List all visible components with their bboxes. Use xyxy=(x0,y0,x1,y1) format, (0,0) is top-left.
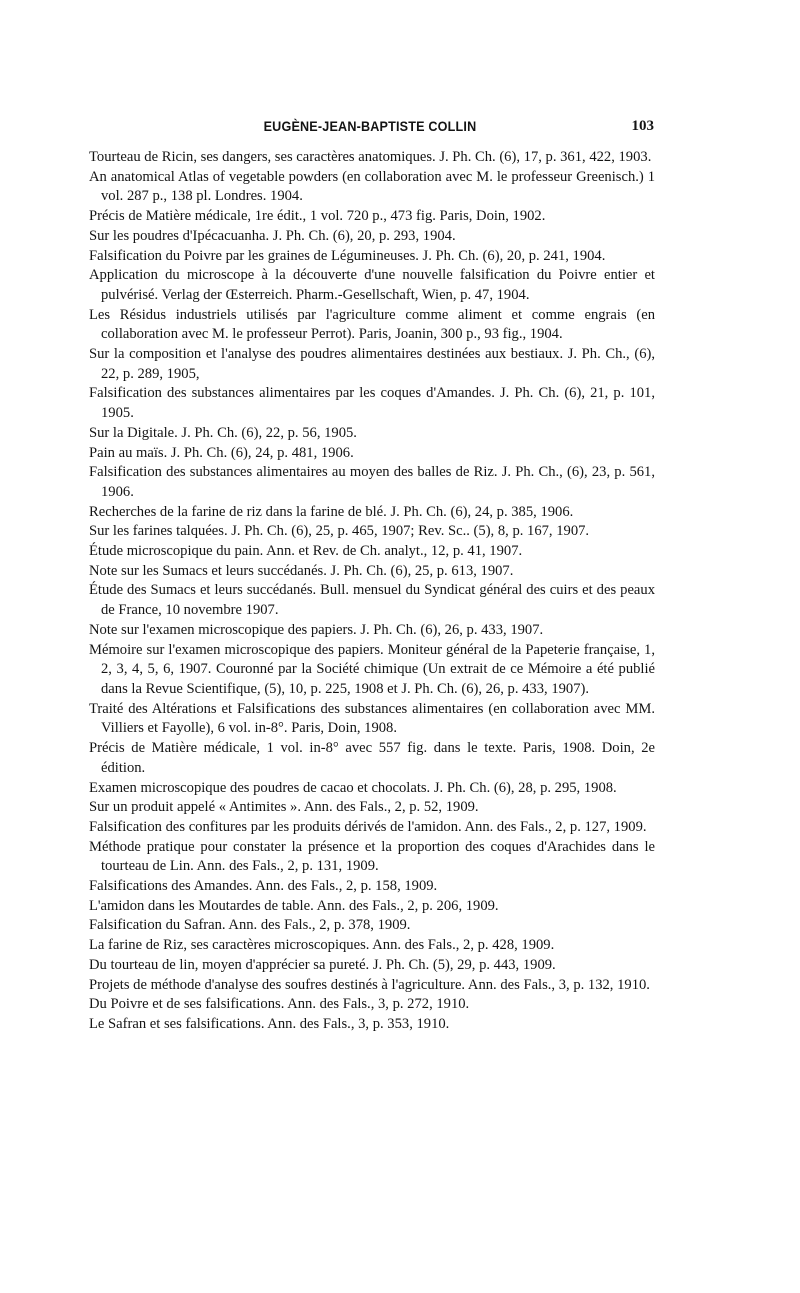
bibliography-entry: Note sur l'examen microscopique des papiers. J. Ph. Ch. (6), 26, p. 433, 1907. xyxy=(89,621,544,638)
bibliography-entry: Sur la Digitale. J. Ph. Ch. (6), 22, p. 56, 1905. xyxy=(89,424,357,441)
bibliography-entry: Pain au maïs. J. Ph. Ch. (6), 24, p. 481, 1906. xyxy=(89,444,354,461)
bibliography-entry: Méthode pratique pour constater la présence et la proportion des coques d'Arachides dans le tourteau de Lin. Ann. des Fals., 2, p. 131, 1909. xyxy=(89,838,655,875)
bibliography-entry: Examen microscopique des poudres de cacao et chocolats. J. Ph. Ch. (6), 28, p. 295, 1908. xyxy=(89,779,617,796)
bibliography-entry: An anatomical Atlas of vegetable powders (en collaboration avec M. le professeur Greenisch.) 1 vol. 287 p., 138 pl. Londres. 1904. xyxy=(89,168,655,205)
bibliography-entry: Du tourteau de lin, moyen d'apprécier sa pureté. J. Ph. Ch. (5), 29, p. 443, 1909. xyxy=(89,956,556,973)
bibliography-entry: Falsifications des Amandes. Ann. des Fals., 2, p. 158, 1909. xyxy=(89,878,438,895)
bibliography-entry: Sur un produit appelé « Antimites ». Ann. des Fals., 2, p. 52, 1909. xyxy=(89,799,479,816)
bibliography-entry: Recherches de la farine de riz dans la farine de blé. J. Ph. Ch. (6), 24, p. 385, 1906. xyxy=(89,503,574,520)
bibliography-entry: Falsification du Poivre par les graines de Légumineuses. J. Ph. Ch. (6), 20, p. 241, 1904. xyxy=(89,247,606,264)
bibliography-entry: Étude microscopique du pain. Ann. et Rev. de Ch. analyt., 12, p. 41, 1907. xyxy=(89,543,523,560)
bibliography-entry: L'amidon dans les Moutardes de table. Ann. des Fals., 2, p. 206, 1909. xyxy=(89,897,499,914)
bibliography-entry: Falsification des substances alimentaires au moyen des balles de Riz. J. Ph. Ch., (6), 23, p. 561, 1906. xyxy=(89,464,655,500)
bibliography-list xyxy=(89,148,655,1035)
bibliography-entry: Traité des Altérations et Falsifications des substances alimentaires (en collaboration avec MM. Villiers et Fayolle), 6 vol. in-8°. Paris, Doin, 1908. xyxy=(89,700,655,737)
bibliography-entry: Précis de Matière médicale, 1 vol. in-8° avec 557 fig. dans le texte. Paris, 1908. Doin, 2e édition. xyxy=(89,740,655,776)
bibliography-entry: Falsification du Safran. Ann. des Fals., 2, p. 378, 1909. xyxy=(89,917,411,934)
bibliography-entry: Projets de méthode d'analyse des soufres destinés à l'agriculture. Ann. des Fals., 3, p. 132, 1910. xyxy=(89,976,650,993)
bibliography-entry: La farine de Riz, ses caractères microscopiques. Ann. des Fals., 2, p. 428, 1909. xyxy=(89,937,555,954)
bibliography-entry: Falsification des confitures par les produits dérivés de l'amidon. Ann. des Fals., 2, p. 127, 1909. xyxy=(89,818,647,835)
bibliography-entry: Note sur les Sumacs et leurs succédanés. J. Ph. Ch. (6), 25, p. 613, 1907. xyxy=(89,562,514,579)
running-title: EUGÈNE-JEAN-BAPTISTE COLLIN xyxy=(263,118,477,134)
bibliography-entry: Application du microscope à la découverte d'une nouvelle falsification du Poivre entier et pulvérisé. Verlag der Œsterreich. Pharm.-Gesellschaft, Wien, p. 47, 1904. xyxy=(89,267,655,303)
page-number: 103 xyxy=(631,118,654,134)
bibliography-entry: Sur la composition et l'analyse des poudres alimentaires destinées aux bestiaux. J. Ph. Ch., (6), 22, p. 289, 1905, xyxy=(89,346,655,382)
page-header xyxy=(86,118,654,140)
bibliography-entry: Sur les poudres d'Ipécacuanha. J. Ph. Ch. (6), 20, p. 293, 1904. xyxy=(89,227,456,244)
bibliography-entry: Falsification des substances alimentaires par les coques d'Amandes. J. Ph. Ch. (6), 21, p. 101, 1905. xyxy=(89,385,655,422)
bibliography-entry: Les Résidus industriels utilisés par l'agriculture comme aliment et comme engrais (en collaboration avec M. le professeur Perrot). Paris, Joanin, 300 p., 93 fig., 1904. xyxy=(89,306,655,343)
bibliography-entry: Précis de Matière médicale, 1re édit., 1 vol. 720 p., 473 fig. Paris, Doin, 1902. xyxy=(89,208,546,225)
bibliography-entry: Tourteau de Ricin, ses dangers, ses caractères anatomiques. J. Ph. Ch. (6), 17, p. 361, 422, 1903. xyxy=(89,149,652,165)
bibliography-entry: Sur les farines talquées. J. Ph. Ch. (6), 25, p. 465, 1907; Rev. Sc.. (5), 8, p. 167, 1907. xyxy=(89,523,590,540)
bibliography-entry: Mémoire sur l'examen microscopique des papiers. Moniteur général de la Papeterie française, 1, 2, 3, 4, 5, 6, 1907. Couronné par la Société chimique (Un extrait de ce Mémoire a été publié dans la Revue Scientifique, (5), 10, p. 225, 1908 et J. Ph. Ch. (6), 26, p. 433, 1907). xyxy=(89,641,655,697)
bibliography-entry: Du Poivre et de ses falsifications. Ann. des Fals., 3, p. 272, 1910. xyxy=(89,996,470,1013)
bibliography-entry: Étude des Sumacs et leurs succédanés. Bull. mensuel du Syndicat général des cuirs et des peaux de France, 10 novembre 1907. xyxy=(89,582,655,619)
bibliography-entry: Le Safran et ses falsifications. Ann. des Fals., 3, p. 353, 1910. xyxy=(89,1015,450,1032)
